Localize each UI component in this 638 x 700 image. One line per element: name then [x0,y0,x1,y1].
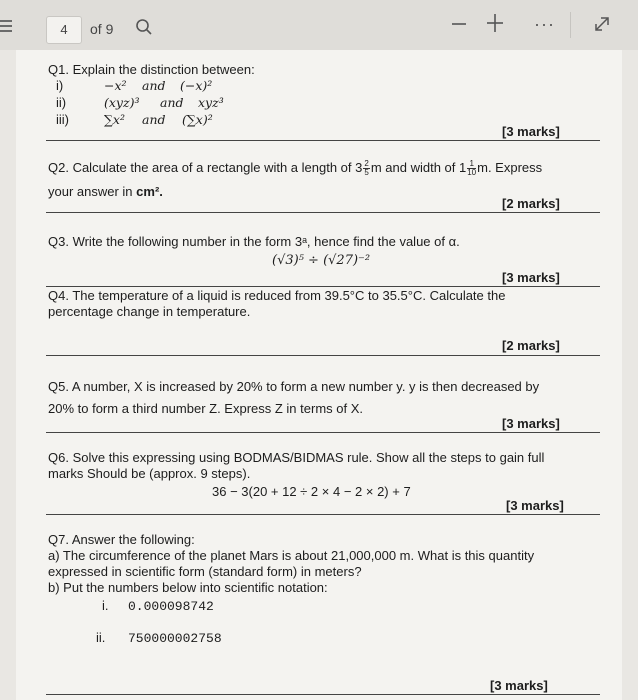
q6-marks: [3 marks] [506,498,564,513]
toolbar-divider [570,12,571,38]
q1-item-2: ii) (xyz)³ and xyz³ [56,95,224,110]
q3-marks: [3 marks] [502,270,560,285]
answer-line [46,432,600,433]
q3-text: Q3. Write the following number in the form 3ᵃ, hence find the value of α. [48,234,460,249]
q7-sub-i: i. 0.000098742 [102,598,214,614]
q1-item-1: i) −x² and (−x)² [56,78,213,93]
q7-text: Q7. Answer the following: a) The circumference of the planet Mars is about 21,000,000 m. What is this quantity expressed in scientific form (standard form) in meters? b) Put the numbers below into scientific notation: [48,532,535,595]
expand-icon[interactable] [592,14,612,34]
q7-sub-ii: ii. 750000002758 [96,630,222,646]
q5-marks: [3 marks] [502,416,560,431]
q1-item-3: iii) ∑x² and (∑x)² [56,112,213,127]
page-number-input[interactable]: 4 [46,16,82,44]
answer-line [46,355,600,356]
q2-text-line2: your answer in cm². [48,184,163,199]
q1-title: Q1. Explain the distinction between: [48,62,255,77]
width-fraction: $\frac{1}{10}$ [467,159,477,178]
zoom-in-icon[interactable] [484,11,506,35]
q2-marks: [2 marks] [502,196,560,211]
answer-line [46,694,600,695]
answer-line [46,212,600,213]
q4-marks: [2 marks] [502,338,560,353]
answer-line [46,140,600,141]
q5-text: Q5. A number, X is increased by 20% to form a new number y. y is then decreased by 20% to form a third number Z. Express Z in terms of X. [48,379,540,416]
q1-item-num: i) [56,78,64,93]
q6-expression: 36 − 3(20 + 12 ÷ 2 × 4 − 2 × 2) + 7 [212,484,411,499]
q4-text: Q4. The temperature of a liquid is reduced from 39.5°C to 35.5°C. Calculate the percentage change in temperature. [48,288,506,319]
q3-expression: (√3)⁵ ÷ (√27)⁻² [272,253,371,268]
q6-text: Q6. Solve this expressing using BODMAS/BIDMAS rule. Show all the steps to gain full marks Should be (approx. 9 steps). [48,450,545,481]
viewer-toolbar [0,0,638,50]
document-page [16,50,622,700]
q1-marks: [3 marks] [502,124,560,139]
answer-line [46,286,600,287]
q2-text: Q2. Calculate the area of a rectangle with a length of 3 $\frac{2}{5}$ m and width of 1 $\frac{1}{10}$ m. Express [48,159,543,178]
q1-item-num: ii) [56,95,67,110]
search-icon[interactable] [135,18,153,36]
answer-line [46,514,600,515]
more-options-icon[interactable]: ··· [534,14,555,34]
length-fraction: $\frac{2}{5}$ [364,159,369,178]
zoom-out-icon[interactable] [450,13,468,35]
q1-item-num: iii) [56,112,69,127]
page-count: of 9 [90,21,114,37]
sidebar-menu-icon[interactable] [0,20,16,34]
q7-marks: [3 marks] [490,678,548,693]
